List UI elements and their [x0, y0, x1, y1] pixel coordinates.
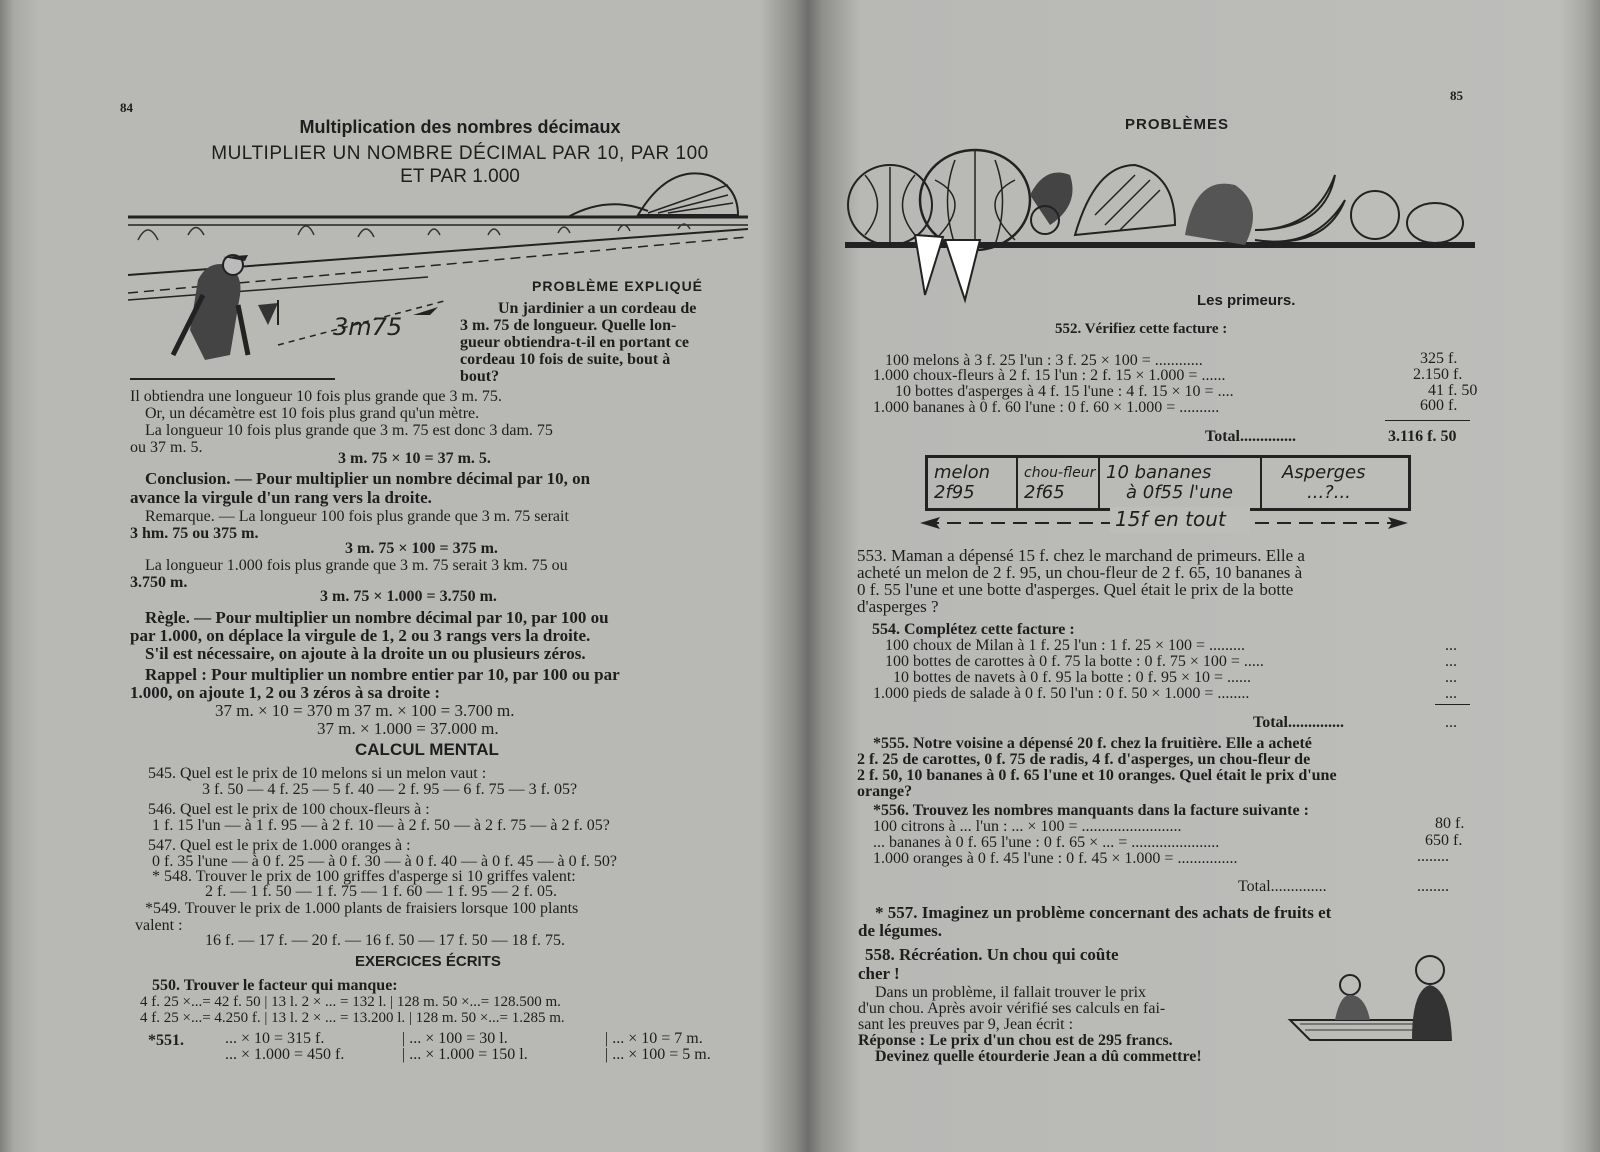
- facture-amount-3: 600 f.: [1420, 397, 1458, 414]
- text-line-15: S'il est nécessaire, on ajoute à la droite un ou plusieurs zéros.: [145, 644, 586, 663]
- rule: [130, 378, 335, 380]
- page-number-right: 85: [1450, 88, 1463, 103]
- left-subtitle-1: MULTIPLIER UN NOMBRE DÉCIMAL PAR 10, PAR 100: [211, 143, 709, 164]
- vegetables-illustration: [845, 145, 1485, 305]
- diagram-total: 15f en tout: [1115, 507, 1226, 531]
- p558-line-4: Devinez quelle étourderie Jean a dû commettre!: [875, 1048, 1202, 1065]
- f556-line-0: 100 citrons à ... l'un : ... × 100 = .........................: [873, 818, 1182, 835]
- diagram-melon-label: melon: [934, 462, 991, 483]
- calcul-line-5: 0 f. 35 l'une — à 0 f. 25 — à 0 f. 30 — à 0 f. 40 — à 0 f. 45 — à 0 f. 50?: [152, 853, 618, 870]
- ecrits-line-3: *551.: [148, 1032, 184, 1049]
- exercices-ecrits-title: EXERCICES ÉCRITS: [355, 953, 501, 970]
- f554-amount-3: ...: [1445, 685, 1457, 702]
- text-line-2: La longueur 10 fois plus grande que 3 m. 75 est donc 3 dam. 75: [145, 422, 553, 439]
- f554-line-0: 100 choux de Milan à 1 f. 25 l'un : 1 f. 25 × 100 = .........: [885, 637, 1245, 654]
- facture-amount-1: 2.150 f.: [1413, 366, 1463, 383]
- diagram-melon: [928, 458, 1018, 508]
- pe-line-0: Un jardinier a un cordeau de: [498, 300, 697, 317]
- p553-line-3: d'asperges ?: [857, 597, 939, 616]
- facture-line-2: 10 bottes d'asperges à 4 f. 15 l'une : 4 f. 15 × 10 = ....: [895, 383, 1234, 400]
- total-2-label: Total..............: [1253, 714, 1344, 731]
- ecrits-line-9: | ... × 100 = 5 m.: [605, 1046, 711, 1063]
- calcul-line-0: 545. Quel est le prix de 10 melons si un melon vaut :: [148, 765, 487, 782]
- total-1-label: Total..............: [1205, 428, 1296, 445]
- ecrits-line-1: 4 f. 25 ×...= 42 f. 50 | 13 l. 2 × ... = 132 l. | 128 m. 50 ×...= 128.500 m.: [140, 994, 561, 1010]
- f556-amount-1: 650 f.: [1425, 832, 1463, 849]
- text-line-3: ou 37 m. 5.: [130, 439, 203, 456]
- left-page: [20, 0, 790, 1152]
- diagram-asperges-price: ...?...: [1307, 482, 1351, 503]
- facture-line-0: 100 melons à 3 f. 25 l'un : 3 f. 25 × 100 = ............: [885, 352, 1203, 369]
- diagram-asperges: [1262, 458, 1408, 508]
- text-line-10: La longueur 1.000 fois plus grande que 3 m. 75 serait 3 km. 75 ou: [145, 557, 568, 574]
- left-subtitle-2: ET PAR 1.000: [400, 166, 520, 187]
- total-3-value: ........: [1417, 878, 1449, 895]
- total-2-rule: [1435, 704, 1470, 705]
- calcul-line-6: * 548. Trouver le prix de 100 griffes d'asperge si 10 griffes valent:: [152, 868, 576, 885]
- calcul-line-3: 1 f. 15 l'un — à 1 f. 95 — à 2 f. 10 — à 2 f. 50 — à 2 f. 75 — à 2 f. 05?: [152, 817, 610, 834]
- diagram-bananes-label: 10 bananes: [1106, 462, 1212, 483]
- calcul-line-8: *549. Trouver le prix de 1.000 plants de fraisiers lorsque 100 plants: [145, 900, 579, 917]
- f556-line-2: 1.000 oranges à 0 f. 45 l'une : 0 f. 45 × 1.000 = ...............: [873, 850, 1238, 867]
- ecrits-line-2: 4 f. 25 ×...= 4.250 f. | 13 l. 2 × ... = 13.200 l. | 128 m. 50 ×...= 1.285 m.: [140, 1010, 565, 1026]
- text-line-18: 37 m. × 10 = 370 m 37 m. × 100 = 3.700 m.: [215, 701, 515, 720]
- f554-line-2: 10 bottes de navets à 0 f. 95 la botte : 0 f. 95 × 10 = ......: [893, 669, 1251, 686]
- facture-line-1: 1.000 choux-fleurs à 2 f. 15 l'un : 2 f. 15 × 1.000 = ......: [873, 367, 1226, 384]
- text-line-1: Or, un décamètre est 10 fois plus grand qu'un mètre.: [145, 405, 480, 422]
- ecrits-line-4: ... × 10 = 315 f.: [225, 1030, 325, 1047]
- f556-amount-0: 80 f.: [1435, 815, 1465, 832]
- p558-line-3: Réponse : Le prix d'un chou est de 295 francs.: [858, 1032, 1173, 1049]
- p555-line-3: orange?: [857, 783, 913, 800]
- left-title: Multiplication des nombres décimaux: [299, 117, 621, 137]
- pe-line-2: gueur obtiendra-t-il en portant ce: [460, 334, 690, 351]
- calcul-line-9: valent :: [135, 917, 183, 934]
- text-line-19: 37 m. × 1.000 = 37.000 m.: [317, 719, 499, 738]
- total-2-value: ...: [1445, 714, 1457, 731]
- ecrits-line-7: | ... × 1.000 = 150 l.: [402, 1046, 528, 1063]
- text-line-13: Règle. — Pour multiplier un nombre décimal par 10, par 100 ou: [145, 608, 609, 627]
- pe-line-3: cordeau 10 fois de suite, bout à: [460, 351, 671, 368]
- p555-line-1: 2 f. 25 de carottes, 0 f. 75 de radis, 4 f. d'asperges, un chou-fleur de: [857, 751, 1311, 768]
- text-line-5: Conclusion. — Pour multiplier un nombre décimal par 10, on: [145, 469, 591, 488]
- p558-line-2: sant les preuves par 9, Jean écrit :: [858, 1016, 1074, 1033]
- p558-title-1: cher !: [858, 964, 900, 983]
- calcul-line-10: 16 f. — 17 f. — 20 f. — 16 f. 50 — 17 f. 50 — 18 f. 75.: [205, 932, 565, 949]
- text-line-7: Remarque. — La longueur 100 fois plus grande que 3 m. 75 serait: [145, 508, 569, 525]
- p558-title-text: 558. Récréation. Un chou qui coûte: [865, 945, 1119, 964]
- diagram-melon-price: 2f95: [934, 482, 975, 503]
- p558-line-0: Dans un problème, il fallait trouver le prix: [875, 984, 1147, 1001]
- drawing-label: 3m75: [333, 313, 403, 341]
- students-illustration: [1280, 950, 1480, 1045]
- text-line-16: Rappel : Pour multiplier un nombre entier par 10, par 100 ou par: [145, 665, 620, 684]
- f554-amount-1: ...: [1445, 653, 1457, 670]
- diagram-asperges-label: Asperges: [1282, 462, 1366, 483]
- text-line-8: 3 hm. 75 ou 375 m.: [130, 525, 259, 542]
- explained-problem-title: PROBLÈME EXPLIQUÉ: [532, 278, 704, 294]
- p553-line-1: acheté un melon de 2 f. 95, un chou-fleur de 2 f. 65, 10 bananes à: [857, 563, 1303, 582]
- f554-amount-0: ...: [1445, 637, 1457, 654]
- f556-amount-2: ........: [1417, 848, 1449, 865]
- p557-line-1: de légumes.: [858, 921, 943, 940]
- facture-amount-2: 41 f. 50: [1428, 382, 1478, 399]
- calcul-mental-title: CALCUL MENTAL: [355, 740, 499, 759]
- p558-title-0: [865, 946, 1119, 963]
- total-1-value: 3.116 f. 50: [1388, 428, 1457, 445]
- ecrits-line-8: | ... × 10 = 7 m.: [605, 1030, 703, 1047]
- subtitle-primeurs: Les primeurs.: [1197, 292, 1296, 309]
- p554-title: 554. Complétez cette facture :: [872, 621, 1075, 638]
- text-line-0: Il obtiendra une longueur 10 fois plus grande que 3 m. 75.: [130, 388, 502, 405]
- text-line-14: par 1.000, on déplace la virgule de 1, 2 ou 3 rangs vers la droite.: [130, 626, 591, 645]
- p553-line-0: 553. Maman a dépensé 15 f. chez le marchand de primeurs. Elle a: [857, 546, 1305, 565]
- right-title: PROBLÈMES: [1125, 116, 1230, 133]
- diagram-chou-label: chou-fleur: [1024, 465, 1096, 481]
- diagram-chou-price: 2f65: [1024, 482, 1065, 503]
- ecrits-line-6: | ... × 100 = 30 l.: [402, 1030, 508, 1047]
- calcul-line-7: 2 f. — 1 f. 50 — 1 f. 75 — 1 f. 60 — 1 f. 95 — 2 f. 05.: [205, 883, 557, 900]
- right-page: [825, 0, 1585, 1152]
- price-diagram: [925, 455, 1411, 511]
- text-line-6: avance la virgule d'un rang vers la droite.: [130, 488, 432, 507]
- pe-line-1: 3 m. 75 de longueur. Quelle lon-: [460, 317, 677, 334]
- diagram-bananes: [1100, 458, 1262, 508]
- f556-line-1: ... bananes à 0 f. 65 l'une : 0 f. 65 × ... = ......................: [873, 834, 1220, 851]
- diagram-chou-fleur: [1018, 458, 1100, 508]
- text-line-17: 1.000, on ajoute 1, 2 ou 3 zéros à sa droite :: [130, 683, 441, 702]
- f554-line-3: 1.000 pieds de salade à 0 f. 50 l'un : 0 f. 50 × 1.000 = ........: [873, 685, 1250, 702]
- page-number-left: 84: [120, 100, 133, 115]
- p557-line-0: * 557. Imaginez un problème concernant des achats de fruits et: [875, 903, 1332, 922]
- calcul-line-2: 546. Quel est le prix de 100 choux-fleurs à :: [148, 801, 430, 818]
- p556-title: *556. Trouvez les nombres manquants dans la facture suivante :: [873, 802, 1309, 819]
- text-line-12: 3 m. 75 × 1.000 = 3.750 m.: [320, 588, 497, 605]
- p555-line-2: 2 f. 50, 10 bananes à 0 f. 65 l'une et 10 oranges. Quel était le prix d'une: [857, 767, 1337, 784]
- pe-line-4: bout?: [460, 368, 500, 385]
- text-line-4: 3 m. 75 × 10 = 37 m. 5.: [338, 450, 491, 467]
- facture-amount-0: 325 f.: [1420, 350, 1458, 367]
- p552-title: 552. Vérifiez cette facture :: [1055, 321, 1228, 337]
- total-3-label: Total..............: [1238, 878, 1327, 895]
- f554-line-1: 100 bottes de carottes à 0 f. 75 la botte : 0 f. 75 × 100 = .....: [885, 653, 1264, 670]
- ecrits-line-5: ... × 1.000 = 450 f.: [225, 1046, 345, 1063]
- calcul-line-1: 3 f. 50 — 4 f. 25 — 5 f. 40 — 2 f. 95 — 6 f. 75 — 3 f. 05?: [202, 781, 578, 798]
- p558-line-1: d'un chou. Après avoir vérifié ses calculs en fai-: [858, 1000, 1166, 1017]
- diagram-bananes-price: à 0f55 l'une: [1126, 482, 1234, 503]
- facture-line-3: 1.000 bananes à 0 f. 60 l'une : 0 f. 60 × 1.000 = ..........: [873, 399, 1220, 416]
- total-rule: [1385, 420, 1470, 421]
- p553-line-2: 0 f. 55 l'une et une botte d'asperges. Quel était le prix de la botte: [857, 580, 1294, 599]
- calcul-line-4: 547. Quel est le prix de 1.000 oranges à :: [148, 837, 411, 854]
- p555-line-0: *555. Notre voisine a dépensé 20 f. chez la fruitière. Elle a acheté: [873, 735, 1312, 752]
- text-line-11: 3.750 m.: [130, 574, 188, 591]
- ecrits-line-0: 550. Trouver le facteur qui manque:: [152, 977, 398, 994]
- f554-amount-2: ...: [1445, 669, 1457, 686]
- text-line-9: 3 m. 75 × 100 = 375 m.: [345, 540, 498, 557]
